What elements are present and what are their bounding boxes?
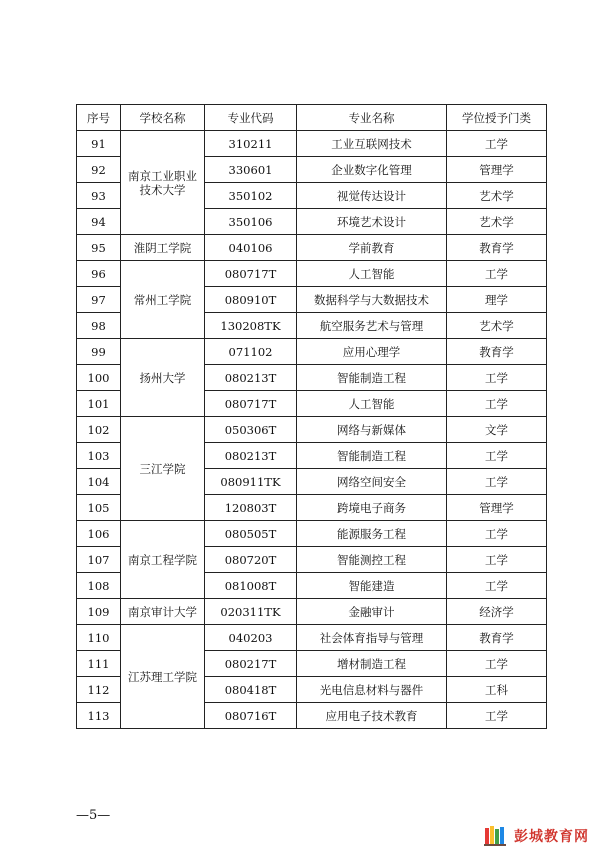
row-degree-category: 工学 xyxy=(447,703,547,729)
row-major-code: 080717T xyxy=(205,261,297,287)
row-major-code: 080911TK xyxy=(205,469,297,495)
row-major-name: 人工智能 xyxy=(297,261,447,287)
row-major-name: 应用心理学 xyxy=(297,339,447,365)
row-degree-category: 工学 xyxy=(447,391,547,417)
row-major-code: 080217T xyxy=(205,651,297,677)
school-name-cell: 常州工学院 xyxy=(121,261,205,339)
row-degree-category: 经济学 xyxy=(447,599,547,625)
row-major-code: 080720T xyxy=(205,547,297,573)
school-name-cell: 扬州大学 xyxy=(121,339,205,417)
row-major-code: 080418T xyxy=(205,677,297,703)
row-degree-category: 文学 xyxy=(447,417,547,443)
row-serial: 112 xyxy=(77,677,121,703)
table-row xyxy=(77,599,547,625)
row-major-name: 网络空间安全 xyxy=(297,469,447,495)
row-serial: 104 xyxy=(77,469,121,495)
table-row xyxy=(77,235,547,261)
row-serial: 93 xyxy=(77,183,121,209)
row-degree-category: 艺术学 xyxy=(447,313,547,339)
row-degree-category: 教育学 xyxy=(447,625,547,651)
row-major-name: 光电信息材料与器件 xyxy=(297,677,447,703)
row-degree-category: 工学 xyxy=(447,131,547,157)
table-row xyxy=(77,339,547,365)
row-major-code: 080910T xyxy=(205,287,297,313)
row-serial: 101 xyxy=(77,391,121,417)
row-degree-category: 工学 xyxy=(447,443,547,469)
row-major-name: 工业互联网技术 xyxy=(297,131,447,157)
page-number: —5— xyxy=(76,808,111,823)
row-degree-category: 工科 xyxy=(447,677,547,703)
row-degree-category: 工学 xyxy=(447,547,547,573)
row-major-name: 视觉传达设计 xyxy=(297,183,447,209)
table-body xyxy=(77,131,547,729)
row-major-name: 跨境电子商务 xyxy=(297,495,447,521)
row-major-name: 社会体育指导与管理 xyxy=(297,625,447,651)
row-serial: 111 xyxy=(77,651,121,677)
row-serial: 106 xyxy=(77,521,121,547)
row-serial: 102 xyxy=(77,417,121,443)
row-major-name: 智能制造工程 xyxy=(297,365,447,391)
row-major-code: 310211 xyxy=(205,131,297,157)
row-major-name: 企业数字化管理 xyxy=(297,157,447,183)
row-degree-category: 工学 xyxy=(447,651,547,677)
row-major-code: 071102 xyxy=(205,339,297,365)
row-major-code: 081008T xyxy=(205,573,297,599)
row-major-code: 350106 xyxy=(205,209,297,235)
school-name-cell: 南京工程学院 xyxy=(121,521,205,599)
row-major-name: 能源服务工程 xyxy=(297,521,447,547)
header-school: 学校名称 xyxy=(121,105,205,131)
row-major-name: 金融审计 xyxy=(297,599,447,625)
row-major-name: 智能测控工程 xyxy=(297,547,447,573)
row-major-code: 330601 xyxy=(205,157,297,183)
row-major-code: 080505T xyxy=(205,521,297,547)
row-major-code: 040106 xyxy=(205,235,297,261)
school-name-cell: 南京工业职业技术大学 xyxy=(121,131,205,235)
school-name-cell: 南京审计大学 xyxy=(121,599,205,625)
school-name-cell: 江苏理工学院 xyxy=(121,625,205,729)
row-major-code: 350102 xyxy=(205,183,297,209)
watermark-text: 彭城教育网 xyxy=(514,829,589,845)
header-serial: 序号 xyxy=(77,105,121,131)
row-major-code: 080717T xyxy=(205,391,297,417)
row-degree-category: 工学 xyxy=(447,261,547,287)
row-serial: 107 xyxy=(77,547,121,573)
table-row xyxy=(77,131,547,157)
row-major-name: 应用电子技术教育 xyxy=(297,703,447,729)
row-degree-category: 工学 xyxy=(447,469,547,495)
row-serial: 113 xyxy=(77,703,121,729)
table-row xyxy=(77,261,547,287)
row-serial: 100 xyxy=(77,365,121,391)
table-header-row xyxy=(77,105,547,131)
row-major-code: 020311TK xyxy=(205,599,297,625)
row-serial: 105 xyxy=(77,495,121,521)
row-major-name: 人工智能 xyxy=(297,391,447,417)
row-major-name: 航空服务艺术与管理 xyxy=(297,313,447,339)
row-major-code: 120803T xyxy=(205,495,297,521)
table-row xyxy=(77,625,547,651)
row-major-code: 130208TK xyxy=(205,313,297,339)
row-degree-category: 管理学 xyxy=(447,495,547,521)
row-major-name: 数据科学与大数据技术 xyxy=(297,287,447,313)
row-degree-category: 工学 xyxy=(447,521,547,547)
row-serial: 97 xyxy=(77,287,121,313)
row-degree-category: 教育学 xyxy=(447,235,547,261)
row-serial: 95 xyxy=(77,235,121,261)
row-serial: 96 xyxy=(77,261,121,287)
row-serial: 103 xyxy=(77,443,121,469)
school-name-cell: 淮阴工学院 xyxy=(121,235,205,261)
row-degree-category: 艺术学 xyxy=(447,183,547,209)
row-major-code: 080213T xyxy=(205,443,297,469)
row-major-name: 智能制造工程 xyxy=(297,443,447,469)
row-major-name: 网络与新媒体 xyxy=(297,417,447,443)
row-degree-category: 管理学 xyxy=(447,157,547,183)
row-major-code: 080716T xyxy=(205,703,297,729)
row-serial: 91 xyxy=(77,131,121,157)
row-serial: 99 xyxy=(77,339,121,365)
table-row xyxy=(77,521,547,547)
row-major-name: 增材制造工程 xyxy=(297,651,447,677)
header-major-code: 专业代码 xyxy=(205,105,297,131)
row-degree-category: 工学 xyxy=(447,365,547,391)
row-degree-category: 教育学 xyxy=(447,339,547,365)
row-major-code: 080213T xyxy=(205,365,297,391)
row-serial: 110 xyxy=(77,625,121,651)
header-degree-category: 学位授予门类 xyxy=(447,105,547,131)
row-serial: 109 xyxy=(77,599,121,625)
row-serial: 92 xyxy=(77,157,121,183)
row-serial: 108 xyxy=(77,573,121,599)
row-serial: 98 xyxy=(77,313,121,339)
row-major-code: 050306T xyxy=(205,417,297,443)
school-name-cell: 三江学院 xyxy=(121,417,205,521)
header-major-name: 专业名称 xyxy=(297,105,447,131)
site-watermark xyxy=(484,824,589,848)
row-major-name: 智能建造 xyxy=(297,573,447,599)
row-serial: 94 xyxy=(77,209,121,235)
row-degree-category: 艺术学 xyxy=(447,209,547,235)
row-degree-category: 工学 xyxy=(447,573,547,599)
row-major-name: 学前教育 xyxy=(297,235,447,261)
table-row xyxy=(77,417,547,443)
row-major-code: 040203 xyxy=(205,625,297,651)
row-degree-category: 理学 xyxy=(447,287,547,313)
row-major-name: 环境艺术设计 xyxy=(297,209,447,235)
major-list-table xyxy=(76,104,547,729)
book-logo-icon xyxy=(484,825,510,847)
